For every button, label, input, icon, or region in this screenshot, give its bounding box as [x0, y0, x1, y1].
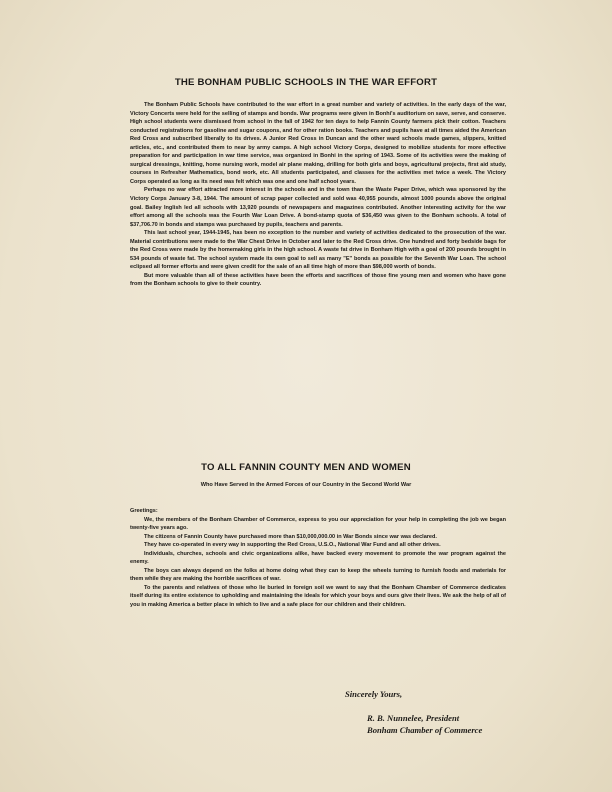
- letter-paragraph: Individuals, churches, schools and civic organizations alike, have backed every movement to promote the war program against the enemy.: [130, 550, 506, 566]
- section-title-tribute: TO ALL FANNIN COUNTY MEN AND WOMEN: [201, 462, 411, 473]
- article-paragraph: This last school year, 1944-1945, has been no exception to the number and variety of activities dedicated to the prosecution of the war. Material contributions were made to the War Chest Drive in October and later to the Red Cross drive. One hundred and forty bedside bags for the Red Cross were made by the homemaking girls in the high school. A waste fat drive in Bonham High with a goal of 200 pounds brought in 534 pounds of waste fat. The school system made its own goal to sell as many "E" bonds as possible for the Seventh War Loan. The school eclipsed all former efforts and were given credit for the sale of an all time high of more than $98,000 worth of bonds.: [130, 230, 506, 271]
- article-paragraph: Perhaps no war effort attracted more interest in the schools and in the town than the Waste Paper Drive, which was sponsored by the Victory Corps January 3-8, 1944. The amount of scrap paper collected and sold was 40,955 pounds, almost 1000 pounds above the original goal. Bailey Inglish led all schools with 13,920 pounds of newspapers and magazines contributed. Another interesting activity for the war effort among all the schools was the Fourth War Loan Drive. A bond-stamp quota of $36,450 was given to the Bonham schools. A total of $37,706.70 in bonds and stamps was purchased by pupils, teachers and parents.: [130, 187, 506, 228]
- signer-name: R. B. Nunnelee, President: [367, 713, 460, 723]
- letter-paragraph: To the parents and relatives of those who lie buried in foreign soil we want to say that the Bonham Chamber of Commerce dedicates itself during its entire existence to upholding and maintaining the ideals for which your boys and ours give their lives. We ask the help of all of you in making America a better place in which to live and a safe place for our children and their children.: [130, 584, 506, 609]
- signer-organization: Bonham Chamber of Commerce: [367, 724, 483, 735]
- letter-closing: [345, 689, 402, 701]
- tribute-letter: [130, 507, 506, 610]
- letter-paragraph: The boys can always depend on the folks at home doing what they can to keep the wheels turning to furnish foods and materials for them while they are making the horrible sacrifices of war.: [130, 567, 506, 583]
- schools-article: [130, 101, 506, 289]
- article-paragraph: But more valuable than all of these activities have been the efforts and sacrifices of those fine young men and women who have gone from the Bonham schools to give to their country.: [130, 272, 506, 288]
- section-title-schools: THE BONHAM PUBLIC SCHOOLS IN THE WAR EFFORT: [174, 77, 438, 88]
- closing-line: Sincerely Yours,: [345, 689, 403, 699]
- letter-paragraph: They have co-operated in every way in supporting the Red Cross, U.S.O., National War Fund and all other drives.: [144, 542, 441, 549]
- letter-paragraph: We, the members of the Bonham Chamber of Commerce, express to you our appreciation for your help in completing the job we began twenty-five years ago.: [130, 516, 506, 532]
- article-paragraph: The Bonham Public Schools have contributed to the war effort in a great number and variety of activities. In the early days of the war, Victory Concerts were held for the selling of stamps and bonds. War programs were given in Bonhi's auditorium on save, serve, and conserve. High school students were dismissed from school in the fall of 1942 for ten days to help Fannin County farmers pick their cotton. Teachers conducted registrations for gasoline and sugar coupons, and for other ration books. Teachers and pupils have at all times aided the American Red Cross and subscribed liberally to its drives. A Junior Red Cross in Duncan and the other ward schools made games, slippers, knitted articles, etc., and contributed them to near by army camps. A high school Victory Corps, designed to mobilize students for more effective preparation for and participation in war time service, was organized in Bonhi in the spring of 1943. Some of its activities were the making of surgical dressings, knitting, home nursing work, model air plane making, drilling for both girls and boys, agricultural projects, first aid study, courses in Refresher Mathematics, bond work, etc. All students participated, and classes for the activities met twice a week. The Victory Corps operated as long as its need was felt which was one and one half school years.: [130, 102, 506, 185]
- letter-greeting: Greetings:: [130, 508, 158, 514]
- letter-paragraph: The citizens of Fannin County have purchased more than $10,000,000.00 in War Bonds since war was declared.: [144, 533, 437, 540]
- signature-block: [367, 713, 482, 736]
- tribute-subtitle: Who Have Served in the Armed Forces of our Country in the Second World War: [200, 482, 412, 488]
